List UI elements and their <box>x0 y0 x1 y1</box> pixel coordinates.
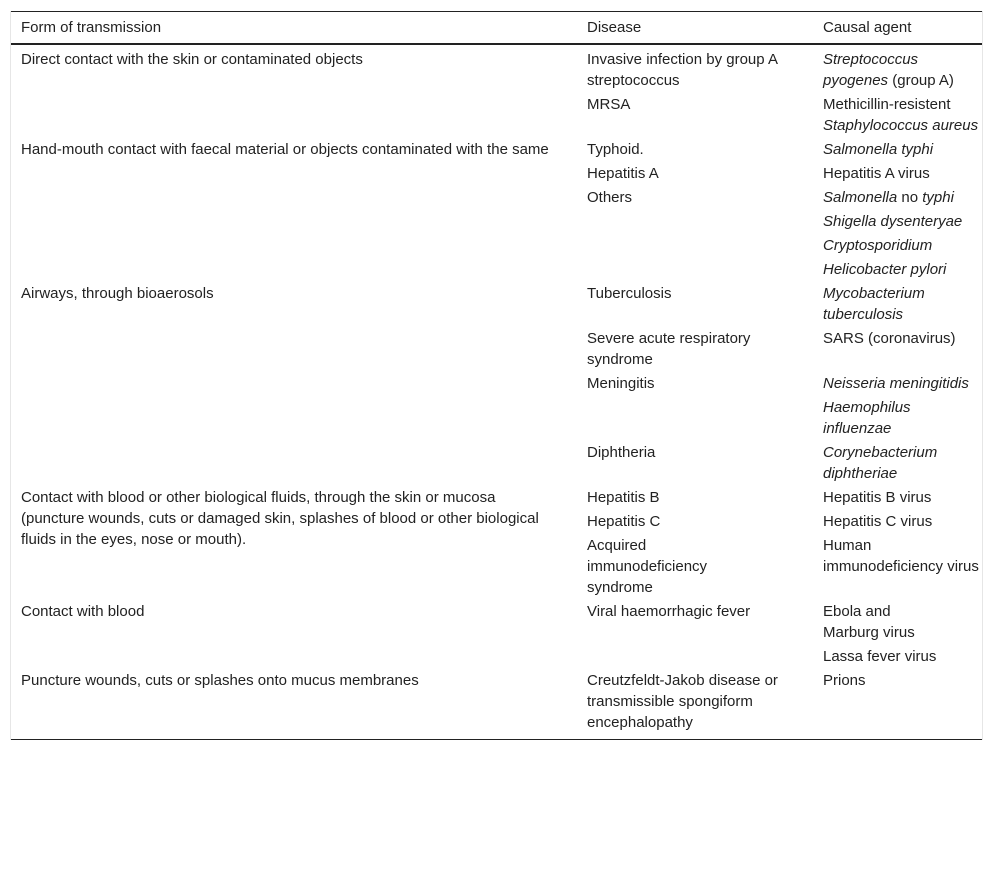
agent-cell: Mycobacterium tuberculosis <box>823 285 925 323</box>
table-row <box>11 484 982 508</box>
agent-cell: Human immunodeficiency virus <box>823 537 979 575</box>
table-row <box>11 598 982 643</box>
agent-cell: Neisseria meningitidis <box>823 375 969 392</box>
agent-cell: Hepatitis B virus <box>823 489 932 506</box>
transmission-table <box>10 11 983 740</box>
agent-cell: Methicillin-resistent Staphylococcus aureus <box>823 96 979 134</box>
transmission-cell: Hand-mouth contact with faecal material or objects contaminated with the same <box>21 141 549 158</box>
transmission-cell: Direct contact with the skin or contaminated objects <box>21 51 363 68</box>
table-row <box>11 667 982 740</box>
disease-cell: Viral haemorrhagic fever <box>587 603 751 620</box>
disease-cell: Creutzfeldt-Jakob disease or transmissible spongiform encephalopathy <box>577 667 813 740</box>
agent-cell: Haemophilus influenzae <box>823 399 911 437</box>
table-header-row <box>11 12 982 45</box>
disease-cell: Hepatitis A <box>587 165 659 182</box>
agent-cell: Streptococcus pyogenes (group A) <box>823 51 954 89</box>
agent-cell: Hepatitis A virus <box>823 165 930 182</box>
transmission-cell: Puncture wounds, cuts or splashes onto mucus membranes <box>11 667 577 740</box>
agent-cell: Salmonella typhi <box>823 141 934 158</box>
agent-cell: Prions <box>813 667 982 740</box>
disease-cell: Typhoid. <box>587 141 644 158</box>
disease-cell: Meningitis <box>587 375 655 392</box>
disease-cell: Hepatitis C <box>587 513 661 530</box>
disease-cell: Others <box>587 189 633 206</box>
agent-cell: Helicobacter pylori <box>823 261 947 278</box>
agent-cell: Corynebacterium diphtheriae <box>823 444 938 482</box>
disease-cell: Acquired immunodeficiency syndrome <box>587 537 708 596</box>
disease-cell: Diphtheria <box>587 444 656 461</box>
agent-cell: Ebola and Marburg virus <box>823 603 915 641</box>
agent-cell: Lassa fever virus <box>823 648 937 665</box>
transmission-cell: Airways, through bioaerosols <box>21 285 214 302</box>
header-form-of-transmission: Form of transmission <box>11 12 577 45</box>
agent-cell: Salmonella no typhi <box>823 189 954 206</box>
disease-cell: Severe acute respiratory syndrome <box>587 330 751 368</box>
disease-cell: MRSA <box>587 96 631 113</box>
header-causal-agent: Causal agent <box>813 12 982 45</box>
transmission-cell: Contact with blood or other biological fluids, through the skin or mucosa (puncture wounds, cuts or damaged skin, splashes of blood or other biological fluids in the eyes, nose or mouth). <box>21 489 539 548</box>
disease-cell: Invasive infection by group A streptococcus <box>587 51 778 89</box>
header-disease: Disease <box>577 12 813 45</box>
table-row <box>11 136 982 160</box>
table-row <box>11 44 982 91</box>
disease-cell: Hepatitis B <box>587 489 660 506</box>
table-row <box>11 280 982 325</box>
transmission-cell: Contact with blood <box>21 603 145 620</box>
disease-cell: Tuberculosis <box>587 285 672 302</box>
agent-cell: Cryptosporidium <box>823 237 933 254</box>
agent-cell: Hepatitis C virus <box>823 513 933 530</box>
agent-cell: SARS (coronavirus) <box>823 330 956 347</box>
agent-cell: Shigella dysenteryae <box>823 213 963 230</box>
